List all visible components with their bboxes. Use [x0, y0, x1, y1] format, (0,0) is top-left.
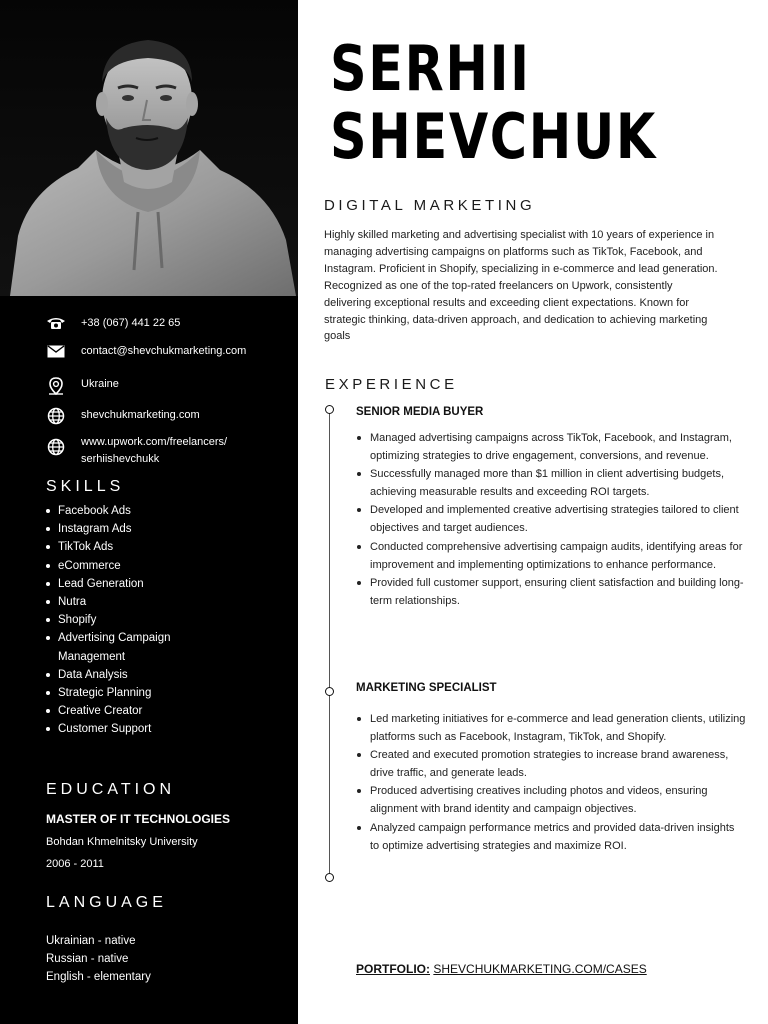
envelope-icon [46, 343, 66, 359]
contact-website[interactable] [46, 407, 200, 425]
skill-item: eCommerce [46, 557, 276, 575]
job-bullet: Analyzed campaign performance metrics and provided data-driven insights to optimize advertising strategies and maximize ROI. [356, 819, 746, 855]
job-bullet: Produced advertising creatives including photos and videos, ensuring alignment with brand identity and campaign objectives. [356, 782, 746, 818]
upwork-link [81, 434, 227, 468]
education-heading: EDUCATION [46, 781, 176, 798]
skill-item: Shopify [46, 611, 276, 629]
phone-number: +38 (067) 441 22 65 [81, 317, 181, 329]
portfolio[interactable] [356, 962, 647, 976]
first-name: SERHII [330, 32, 531, 105]
education-degree: MASTER OF IT TECHNOLOGIES [46, 812, 231, 826]
timeline-dot [325, 405, 334, 414]
location-text: Ukraine [81, 378, 119, 390]
skill-item: Customer Support [46, 720, 276, 738]
skill-item: Advertising Campaign Management [46, 629, 206, 665]
contact-email[interactable] [46, 343, 246, 360]
job-bullet: Developed and implemented creative advertising strategies tailored to client objectives and target audiences. [356, 501, 746, 537]
skill-item: Strategic Planning [46, 684, 276, 702]
experience-heading: EXPERIENCE [325, 376, 458, 393]
upwork-link-line1: www.upwork.com/freelancers/ [81, 436, 228, 448]
upwork-link-line2: serhiishevchukk [81, 453, 160, 465]
job-title-senior-media-buyer: SENIOR MEDIA BUYER [356, 406, 484, 418]
language-item: English - elementary [46, 971, 151, 983]
phone-icon [46, 315, 66, 331]
job-bullet: Created and executed promotion strategies to increase brand awareness, drive traffic, and generate leads. [356, 746, 746, 782]
job-bullets-marketing-specialist [356, 710, 746, 855]
job-bullet: Led marketing initiatives for e-commerce and lead generation clients, utilizing platforms such as Facebook, Instagram, TikTok, and Shopify. [356, 710, 746, 746]
skills-list [46, 502, 276, 739]
language-list [46, 932, 151, 986]
globe-icon [46, 434, 66, 460]
skill-item: Data Analysis [46, 666, 276, 684]
timeline-line [329, 410, 330, 880]
skill-item: Nutra [46, 593, 276, 611]
profile-photo [0, 0, 298, 296]
email-address: contact@shevchukmarketing.com [81, 345, 247, 357]
globe-icon [46, 407, 66, 425]
job-bullets-senior-media-buyer [356, 429, 746, 610]
skill-item: Facebook Ads [46, 502, 276, 520]
job-bullet: Managed advertising campaigns across TikTok, Facebook, and Instagram, optimizing strategies to drive engagement, conversions, and revenue. [356, 429, 746, 465]
language-item: Ukrainian - native [46, 935, 136, 947]
portfolio-link[interactable]: SHEVCHUKMARKETING.COM/CASES [433, 962, 647, 976]
portfolio-label: PORTFOLIO: [356, 962, 430, 976]
skill-item: TikTok Ads [46, 538, 276, 556]
last-name: SHEVCHUK [330, 100, 657, 173]
skill-item: Instagram Ads [46, 520, 276, 538]
job-bullet: Conducted comprehensive advertising campaign audits, identifying areas for improvement and implementing optimizations to enhance performance. [356, 538, 746, 574]
education-school: Bohdan Khmelnitsky University [46, 836, 198, 848]
language-heading: LANGUAGE [46, 894, 167, 911]
profile-summary: Highly skilled marketing and advertising specialist with 10 years of experience in managing advertising campaigns on platforms such as TikTok, Facebook, and Instagram. Proficient in Shopify, specializing in e-commerce and lead generation. Recognized as one of the top-rated freelancers on Upwork, consistently delivering exceptional results and exceeding client expectations. Known for strategic thinking, data-driven approach, and dedication to achieving marketing goals [324, 229, 718, 343]
skill-item: Creative Creator [46, 702, 276, 720]
job-bullet: Successfully managed more than $1 million in client advertising budgets, achieving measurable results and exceeding ROI targets. [356, 465, 746, 501]
sidebar [0, 0, 298, 1024]
website-link: shevchukmarketing.com [81, 409, 200, 421]
skills-heading: SKILLS [46, 478, 125, 495]
timeline-dot [325, 873, 334, 882]
location-pin-icon [46, 376, 66, 396]
contact-phone[interactable] [46, 315, 180, 332]
education-years: 2006 - 2011 [46, 858, 104, 870]
language-item: Russian - native [46, 953, 129, 965]
job-title-marketing-specialist: MARKETING SPECIALIST [356, 682, 497, 694]
timeline-dot [325, 687, 334, 696]
contact-upwork[interactable] [46, 434, 227, 468]
job-bullet: Provided full customer support, ensuring client satisfaction and building long-term relationships. [356, 574, 746, 610]
skill-item: Lead Generation [46, 575, 276, 593]
contact-location [46, 376, 119, 396]
professional-title: DIGITAL MARKETING [324, 197, 536, 214]
